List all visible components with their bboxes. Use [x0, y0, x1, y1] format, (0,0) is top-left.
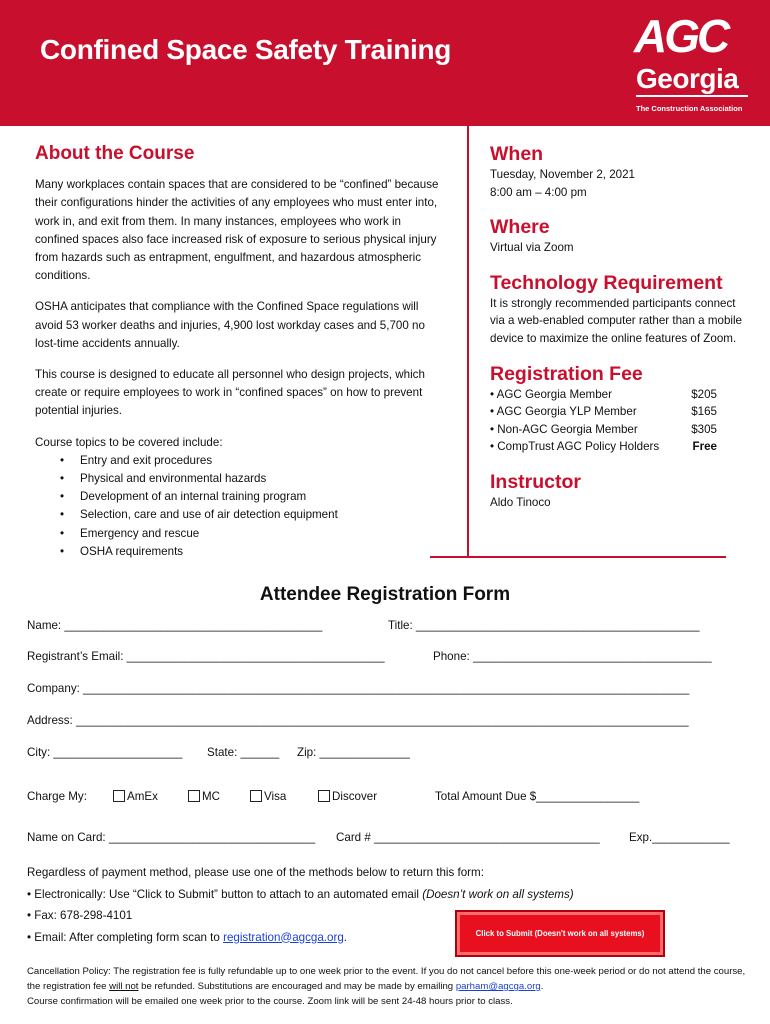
instructor-section	[490, 470, 745, 512]
topics-intro: Course topics to be covered include:	[35, 435, 223, 449]
instruction-email-text: • Email: After completing form scan to	[27, 930, 224, 944]
about-paragraph-3: This course is designed to educate all personnel who design projects, which create or require employees to work in “confined spaces” on how to prevent potential injuries.	[35, 368, 425, 418]
logo-divider	[636, 95, 748, 97]
list-item: • Development of an internal training program	[60, 488, 445, 506]
event-date: Tuesday, November 2, 2021	[490, 168, 636, 181]
agc-georgia-logo	[634, 10, 752, 118]
fee-amount: $205	[691, 387, 717, 401]
instruction-email-suffix: .	[343, 930, 347, 944]
list-item: • Emergency and rescue	[60, 525, 445, 543]
discover-checkbox[interactable]	[318, 790, 330, 802]
topics-list	[60, 452, 445, 561]
visa-checkbox[interactable]	[250, 790, 262, 802]
about-paragraph-2: OSHA anticipates that compliance with the Confined Space regulations will avoid 53 worker deaths and injuries, 4,900 lost workday cases and 5,700 no lost-time accidents annually.	[35, 300, 425, 350]
fee-label: • AGC Georgia Member	[490, 387, 612, 401]
list-item: • OSHA requirements	[60, 543, 445, 561]
discover-option[interactable]	[318, 790, 377, 803]
mc-label: MC	[202, 790, 221, 803]
fee-row	[490, 438, 745, 456]
instruction-electronic-text: • Electronically: Use “Click to Submit” button to attach to an automated email	[27, 887, 423, 901]
instruction-fax: • Fax: 678-298-4101	[27, 909, 133, 922]
list-item: • Selection, care and use of air detection equipment	[60, 506, 445, 524]
page-title: Confined Space Safety Training	[40, 34, 452, 65]
fee-amount: $165	[691, 405, 717, 419]
fee-label: • CompTrust AGC Policy Holders	[490, 440, 660, 454]
form-title: Attendee Registration Form	[259, 584, 511, 605]
email-field[interactable]: Registrant’s Email: ________________________________________	[27, 650, 385, 663]
cancellation-text-2: be refunded. Substitutions are encouraged and may be made by emailing	[138, 981, 456, 993]
city-field[interactable]: City: ____________________	[27, 746, 183, 759]
visa-label: Visa	[264, 790, 287, 803]
fee-label: • AGC Georgia YLP Member	[490, 405, 637, 419]
fee-row	[490, 403, 745, 421]
mc-option[interactable]	[188, 790, 220, 803]
instruction-electronic-note: (Doesn’t work on all systems)	[422, 887, 574, 901]
header-banner	[0, 0, 770, 126]
company-field[interactable]: Company: ______________________________________________________________________________________________	[27, 682, 690, 695]
phone-field[interactable]: Phone: _____________________________________	[433, 650, 712, 663]
list-item: • Physical and environmental hazards	[60, 470, 445, 488]
about-heading: About the Course	[35, 143, 195, 164]
instructions-intro: Regardless of payment method, please use one of the methods below to return this form:	[27, 866, 484, 879]
fee-heading: Registration Fee	[490, 362, 643, 385]
state-field[interactable]: State: ______	[207, 746, 280, 759]
amex-label: AmEx	[127, 790, 158, 803]
fee-row	[490, 386, 745, 404]
list-item: • Entry and exit procedures	[60, 452, 445, 470]
fee-row	[490, 421, 745, 439]
logo-tagline: The Construction Association	[636, 104, 743, 113]
when-section	[490, 142, 745, 201]
technology-heading: Technology Requirement	[490, 271, 723, 294]
fee-label: • Non-AGC Georgia Member	[490, 422, 638, 436]
logo-agc-text: AGC	[634, 10, 728, 62]
instruction-electronic	[27, 884, 574, 906]
parham-email-link[interactable]: parham@agcga.org	[455, 981, 541, 993]
event-location: Virtual via Zoom	[490, 241, 574, 255]
card-number-field[interactable]: Card # ___________________________________	[336, 831, 600, 844]
discover-label: Discover	[332, 790, 378, 803]
mc-checkbox[interactable]	[188, 790, 200, 802]
address-field[interactable]: Address: _______________________________________________________________________________________________	[27, 714, 689, 727]
name-field[interactable]: Name: ________________________________________	[27, 619, 323, 632]
cancellation-text-1: Cancellation Policy: The registration fee is fully refundable up to one week prior to the event. If you do not cancel before this one-week period or do not attend the course, the registration fee	[27, 966, 746, 993]
technology-section	[490, 271, 745, 348]
charge-label: Charge My:	[27, 790, 87, 803]
fee-section	[490, 362, 745, 456]
event-details	[490, 142, 745, 526]
visa-option[interactable]	[250, 790, 286, 803]
where-heading: Where	[490, 216, 550, 239]
will-not-text: will not	[109, 981, 139, 993]
event-time: 8:00 am – 4:00 pm	[490, 185, 587, 199]
about-course-section	[35, 145, 445, 561]
logo-georgia-text: Georgia	[636, 63, 739, 94]
fee-amount: $305	[691, 422, 717, 436]
fee-amount: Free	[692, 440, 717, 454]
instructor-heading: Instructor	[490, 470, 582, 493]
total-amount-field[interactable]: Total Amount Due $________________	[435, 790, 640, 803]
cancellation-policy	[27, 964, 752, 1010]
technology-text: It is strongly recommended participants connect via a web-enabled computer rather than a mobile device to maximize the online features of Zoom.	[490, 296, 742, 345]
column-divider	[467, 126, 469, 558]
when-heading: When	[490, 143, 544, 165]
amex-checkbox[interactable]	[113, 790, 125, 802]
zip-field[interactable]: Zip: ______________	[297, 746, 410, 759]
registration-email-link[interactable]: registration@agcga.org	[223, 930, 344, 944]
where-section	[490, 215, 745, 257]
title-field[interactable]: Title: ____________________________________________	[388, 619, 700, 632]
click-to-submit-button[interactable]	[455, 910, 665, 957]
cancellation-text-3: .	[540, 981, 544, 993]
name-on-card-field[interactable]: Name on Card: ________________________________	[27, 831, 316, 844]
section-divider	[430, 556, 726, 558]
amex-option[interactable]	[113, 790, 158, 803]
submit-button-label: Click to Submit (Doesn't work on all systems)	[475, 929, 645, 938]
about-paragraph-1: Many workplaces contain spaces that are considered to be “confined” because their configurations hinder the activities of any employees who must enter into, work in, and exit from them. In many instances, employees who work in confined spaces also face increased risk of exposure to serious physical injury from hazards such as entrapment, engulfment, and hazardous atmospheric conditions.	[35, 178, 439, 283]
instructor-name: Aldo Tinoco	[490, 495, 551, 509]
course-confirmation-note: Course confirmation will be emailed one week prior to the course. Zoom link will be sent 24-48 hours prior to class.	[27, 996, 513, 1008]
expiration-field[interactable]: Exp.____________	[629, 831, 730, 844]
